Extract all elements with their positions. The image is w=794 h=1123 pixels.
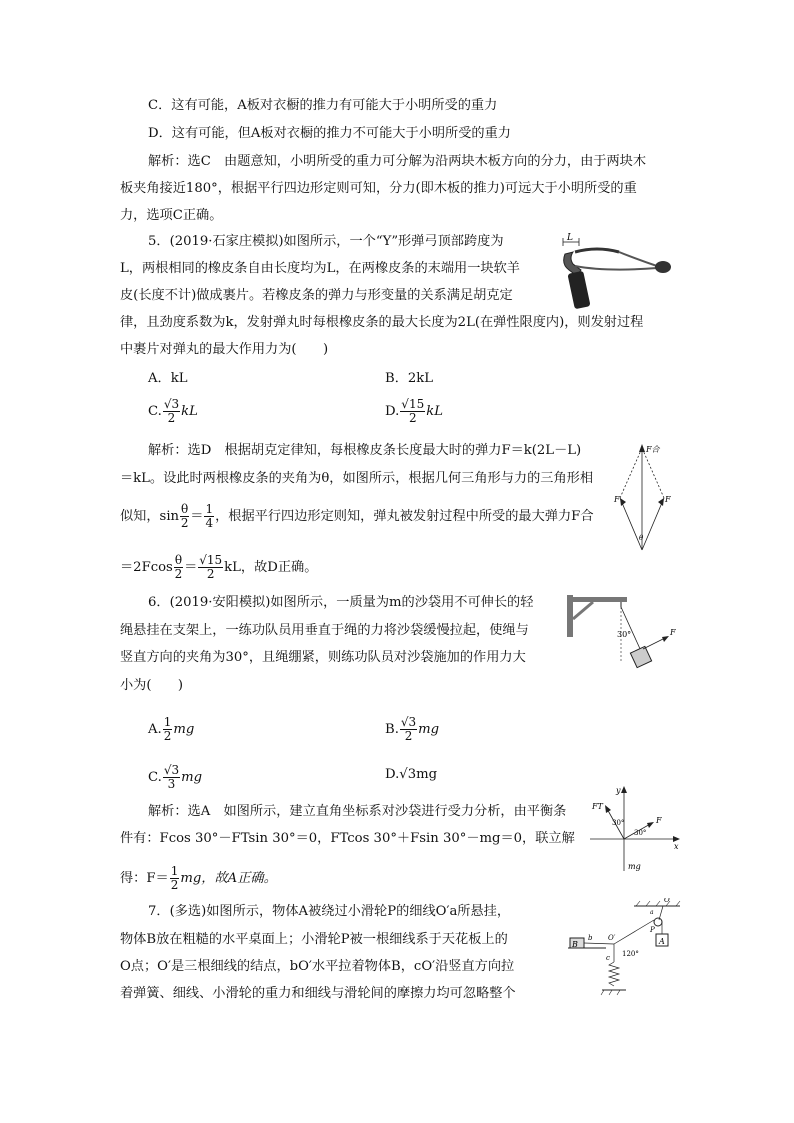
q5-option-a: A．kL: [148, 371, 188, 386]
weight-mg-label: mg: [628, 862, 641, 871]
angle-30-lower: 30°: [634, 829, 647, 837]
rope-c-label: c: [606, 954, 610, 962]
pull-F-label: F: [670, 628, 676, 637]
pulley-a-label: a: [650, 909, 654, 916]
q5-solution-line-4: ＝2Fcos $\frac{\theta}{2}$ ＝ $\frac{√15}{2}$ kL，故D正确。: [120, 553, 318, 581]
q4-solution-line-1: 解析：选C 由题意知，小明所受的重力可分解为沿两块木板方向的分力，由于两块木: [148, 154, 647, 169]
q6-stem-line-1: 6．(2019·安阳模拟)如图所示，一质量为m的沙袋用不可伸长的轻: [148, 595, 534, 610]
q5-stem-line-4: 律，且劲度系数为k，发射弹丸时每根橡皮条的最大长度为2L(在弹性限度内)，则发射过程: [120, 315, 644, 330]
block-B-label: B: [572, 940, 578, 949]
q6-solution-line-1: 解析：选A 如图所示，建立直角坐标系对沙袋进行受力分析，由平衡条: [148, 804, 567, 819]
q7-stem-line-4: 着弹簧、细线、小滑轮的重力和细线与滑轮间的摩擦力均可忽略整个: [120, 986, 516, 1001]
angle-120-label: 120°: [622, 950, 639, 958]
q6-stem-line-2: 绳悬挂在支架上，一练功队员用垂直于绳的力将沙袋缓慢拉起，使绳与: [120, 623, 529, 638]
tension-FT-label: FT: [592, 802, 603, 811]
q7-stem-line-1: 7．(多选)如图所示，物体A被绕过小滑轮P的细线O′a所悬挂，: [148, 904, 511, 919]
q5-option-c: C. $\frac{√3}{2}$ kL: [148, 397, 198, 425]
pulley-figure: [566, 898, 684, 1000]
q5-solution-line-3: 似知，sin $\frac{\theta}{2}$ ＝ $\frac{1}{4}$ ，根据平行四边形定则知，弹丸被发射过程中所受的最大弹力F合: [120, 502, 594, 530]
q6-option-b: B. $\frac{√3}{2}$ mg: [385, 715, 440, 743]
q5-solution-line-2: ＝kL。设此时两根橡皮条的夹角为θ，如图所示，根据几何三角形与力的三角形相: [120, 471, 594, 486]
coordinate-force-figure: [586, 783, 682, 875]
rope-b-label: b: [588, 934, 593, 942]
axis-y-label: y: [616, 786, 621, 795]
q6-option-c: C. $\frac{√3}{3}$ mg: [148, 763, 203, 791]
q5-stem-line-2: L，两根相同的橡皮条自由长度均为L，在两橡皮条的末端用一块软羊: [120, 261, 520, 276]
force-F-he-label: F合: [646, 445, 660, 454]
q4-option-c: C．这有可能，A板对衣橱的推力有可能大于小明所受的重力: [148, 98, 498, 113]
point-O-label: O: [664, 898, 670, 904]
q4-solution-line-3: 力，选项C正确。: [120, 208, 223, 223]
slingshot-figure: [557, 232, 677, 314]
q5-option-d: D. $\frac{√15}{2}$ kL: [385, 397, 443, 425]
force-F-right-label: F: [665, 495, 671, 504]
q6-option-d: D.√3mg: [385, 767, 438, 782]
angle-30-upper: 30°: [612, 819, 625, 827]
q6-solution-line-3: 得：F＝ $\frac{1}{2}$ mg，故A正确。: [120, 864, 277, 892]
q5-option-b: B．2kL: [385, 371, 434, 386]
q6-option-a: A. $\frac{1}{2}$ mg: [148, 715, 195, 743]
sandbag-figure: [563, 593, 683, 685]
angle-theta-label: θ: [639, 534, 644, 542]
q5-solution-line-1: 解析：选D 根据胡克定律知，每根橡皮条长度最大时的弹力F＝k(2L－L): [148, 443, 582, 458]
q6-stem-line-4: 小为( ): [120, 678, 184, 693]
pulley-P-label: P: [650, 926, 655, 934]
force-F-left-label: F: [614, 495, 620, 504]
knot-O-prime-label: O′: [608, 934, 616, 942]
slingshot-L-label: L: [567, 233, 573, 243]
q6-solution-line-2: 件有：Fcos 30°－FTsin 30°＝0，FTcos 30°＋Fsin 30°－mg＝0，联立解: [120, 831, 575, 846]
axis-x-label: x: [674, 842, 679, 851]
q5-stem-line-1: 5．(2019·石家庄模拟)如图所示，一个“Y”形弹弓顶部跨度为: [148, 234, 504, 249]
q4-option-d: D．这有可能，但A板对衣橱的推力不可能大于小明所受的重力: [148, 126, 511, 141]
q7-stem-line-3: O点；O′是三根细线的结点，bO′水平拉着物体B，cO′沿竖直方向拉: [120, 959, 515, 974]
q5-stem-line-5: 中裹片对弹丸的最大作用力为( ): [120, 342, 329, 357]
q7-stem-line-2: 物体B放在粗糙的水平桌面上；小滑轮P被一根细线系于天花板上的: [120, 932, 508, 947]
q5-stem-line-3: 皮(长度不计)做成裹片。若橡皮条的弹力与形变量的关系满足胡克定: [120, 288, 513, 303]
force-triangle-figure: [606, 440, 676, 554]
q6-stem-line-3: 竖直方向的夹角为30°，且绳绷紧，则练功队员对沙袋施加的作用力大: [120, 650, 526, 665]
block-A-label: A: [659, 937, 665, 946]
q4-solution-line-2: 板夹角接近180°，根据平行四边形定则可知，分力(即木板的推力)可远大于小明所受的重: [120, 181, 637, 196]
force-F-label: F: [656, 816, 662, 825]
rope-angle-label: 30°: [617, 630, 632, 639]
